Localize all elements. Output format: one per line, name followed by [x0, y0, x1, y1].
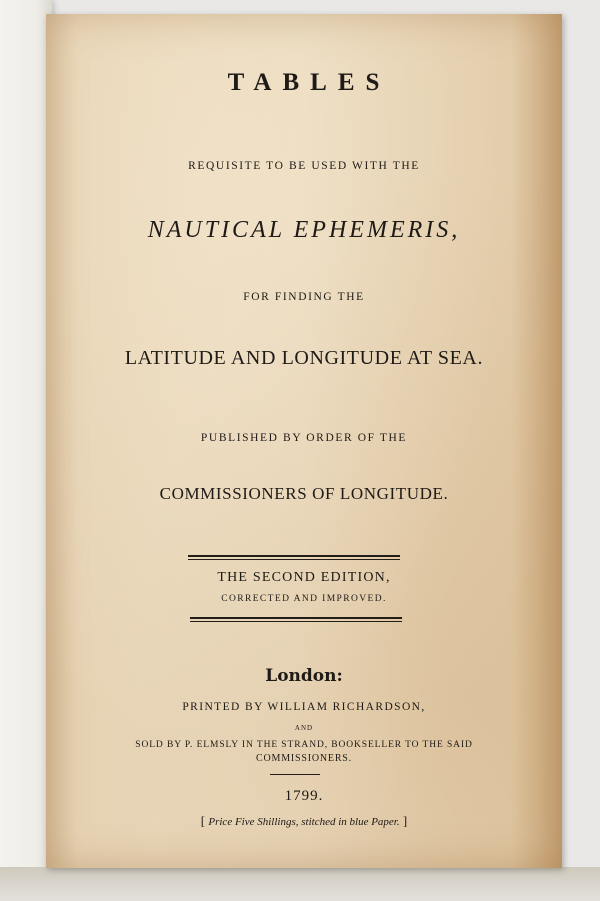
book-bottom-edge: [0, 867, 600, 901]
subtitle-requisite: REQUISITE TO BE USED WITH THE: [188, 160, 420, 172]
book-flyleaf: [0, 0, 52, 901]
corrected-line: CORRECTED AND IMPROVED.: [221, 594, 387, 604]
price-bracket-right: ]: [399, 813, 408, 828]
commissioners-heading: COMMISSIONERS OF LONGITUDE.: [159, 484, 449, 503]
nautical-ephemeris-heading: NAUTICAL EPHEMERIS,: [147, 217, 461, 243]
edition-line: THE SECOND EDITION,: [217, 570, 391, 585]
and-line: AND: [294, 724, 314, 732]
imprint-place: London:: [265, 666, 343, 686]
published-by-line: PUBLISHED BY ORDER OF THE: [200, 432, 408, 444]
subtitle-for-finding: FOR FINDING THE: [243, 291, 365, 303]
imprint-year: 1799.: [284, 788, 324, 804]
sold-by-line-2: COMMISSIONERS.: [256, 753, 352, 764]
price-text: Price Five Shillings, stitched in blue Paper.: [208, 816, 400, 828]
price-note: [46, 813, 562, 829]
title-page: [46, 14, 562, 868]
printer-line: PRINTED BY WILLIAM RICHARDSON,: [182, 701, 426, 713]
double-rule-bottom: [190, 617, 402, 622]
price-bracket-left: [: [200, 813, 209, 828]
sold-by-line: SOLD BY P. ELMSLY IN THE STRAND, BOOKSELLER TO THE SAID: [135, 740, 473, 750]
latitude-longitude-heading: LATITUDE AND LONGITUDE AT SEA.: [124, 347, 484, 369]
short-rule: [270, 774, 320, 775]
double-rule-top: [188, 555, 400, 560]
book-title: TABLES: [227, 69, 391, 96]
